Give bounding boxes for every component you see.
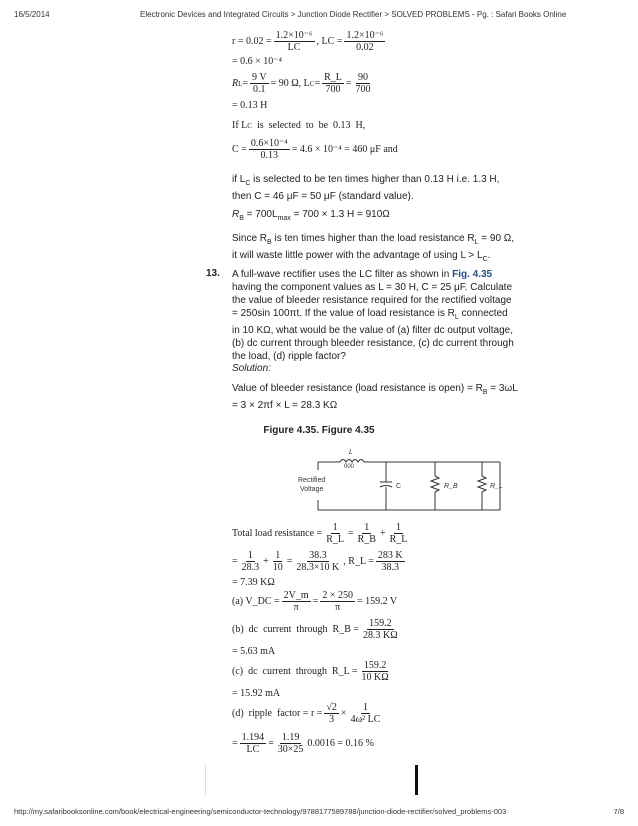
- eq-b-6: = 5.63 mA: [232, 646, 276, 657]
- figure-title: Figure 4.35. Figure 4.35: [263, 425, 375, 436]
- problem-number: 13.: [206, 268, 220, 279]
- eq-line-5: If L C is selected to be 0.13 H,: [232, 120, 366, 131]
- bottom-equations: [232, 522, 492, 762]
- inductor-coil: [340, 460, 364, 463]
- label-source-1: Rectified: [298, 477, 326, 484]
- eq-line-3: R L = $\frac{9 V}{0.1}$ = 90 Ω, L C = $\frac{R\_L}{700}$ = $\frac{90}{700}$: [232, 72, 371, 95]
- eq-line-6: C = $\frac{\text{0.6×10⁻⁴}}{0.13}$ = 4.6 × 10⁻⁴ = 460 μF and: [232, 138, 398, 161]
- header-date: 16/5/2014: [14, 10, 50, 19]
- label-inductor: L: [349, 449, 353, 456]
- text-cursor-bar: [415, 765, 418, 795]
- eq-b-9: (d) ripple factor = r = $\frac{√2}{3}$ × $\frac{1}{\text{4ω² LC}}$: [232, 702, 381, 725]
- page-divider-left: [205, 765, 206, 795]
- label-cap: C: [396, 483, 402, 490]
- footer-url[interactable]: http://my.safaribooksonline.com/book/electrical-engineering/semiconductor-technology/9788177589788/junction-diode-rectifier/solved_problems-003: [14, 807, 507, 816]
- eq-b-2: = $\frac{1}{28.3}$ + $\frac{1}{10}$ = $\frac{38.3}{28.3\times 10 K}$ , R_L = $\frac{283 K}{38.3}$: [232, 550, 403, 573]
- eq-b-1: Total load resistance = $\frac{1}{R\_L}$ = $\frac{1}{R\_B}$ + $\frac{1}{R\_L}$: [232, 522, 408, 545]
- header-title: Electronic Devices and Integrated Circuits > Junction Diode Rectifier > SOLVED PROBLEMS - Pg. : Safari Books Online: [140, 10, 567, 19]
- eq-line-1: r = 0.02 = $\frac{\text{1.2×10⁻⁶}}{LC}$ , LC = $\frac{\text{1.2×10⁻⁶}}{0.02}$: [232, 30, 384, 53]
- eq-line-4: = 0.13 H: [232, 100, 268, 111]
- resistor-rl: [478, 476, 486, 492]
- top-equations: [232, 30, 492, 170]
- label-rl: R_L: [490, 483, 503, 490]
- circuit-diagram: [290, 448, 520, 520]
- eq-b-10: = $\frac{1.194}{LC}$ = $\frac{1.19}{30\times 25}$ 0.0016 = 0.16 %: [232, 732, 374, 755]
- label-source-2: Voltage: [300, 486, 324, 493]
- eq-b-8: = 15.92 mA: [232, 688, 281, 699]
- paragraph-lc-selection: if $L_C$ is selected to be ten times higher than 0.13 H i.e. 1.3 H, then C = 46 μF = 50 μF (standard value).: [232, 174, 500, 202]
- eq-b-5: (b) dc current through R_B = $\frac{159.2}{28.3 K\Omega}$: [232, 618, 398, 641]
- problem-statement: A full-wave rectifier uses the LC filter as shown in Fig. 4.35 having the component values as L = 30 H, C = 25 μF. Calculate the value of bleeder resistance required for the rectified voltage = 250sin 100πt. If the value of load resistance is $R_L$ connected in 10 KΩ, what would be the value of (a) filter dc output voltage, (b) dc current through bleeder resistance, (c) dc current through the load, (d) ripple factor?: [232, 269, 514, 362]
- eq-b-7: (c) dc current through R_L = $\frac{159.2}{10 K\Omega}$: [232, 660, 389, 683]
- eq-b-3: = 7.39 KΩ: [232, 577, 275, 588]
- paragraph-rb: $R_B = 700L_{max} = 700 \times 1.3$ H = 910Ω: [232, 209, 390, 222]
- eq-line-2: = 0.6 × 10⁻⁴: [232, 56, 283, 67]
- paragraph-since-rb: Since $R_B$ is ten times higher than the load resistance $R_L = 90$ Ω, it will waste little power with the advantage of using $L > L_C$.: [232, 233, 515, 263]
- resistor-rb: [431, 476, 439, 492]
- solution-label: Solution:: [232, 363, 271, 374]
- eq-b-4: (a) V_DC = $\frac{2V\_m}{\pi}$ = $\frac{2 \times 250}{\pi}$ = 159.2 V: [232, 590, 398, 613]
- solution-text: Value of bleeder resistance (load resistance is open) = $R_B = 3\omega L$ = 3 × 2πf × L = 28.3 KΩ: [232, 383, 518, 411]
- footer-page-number: 7/8: [613, 807, 624, 816]
- label-inductor-value: 000: [344, 464, 355, 470]
- fig-4-35-link[interactable]: Fig. 4.35: [452, 269, 493, 280]
- label-rb: R_B: [444, 483, 458, 490]
